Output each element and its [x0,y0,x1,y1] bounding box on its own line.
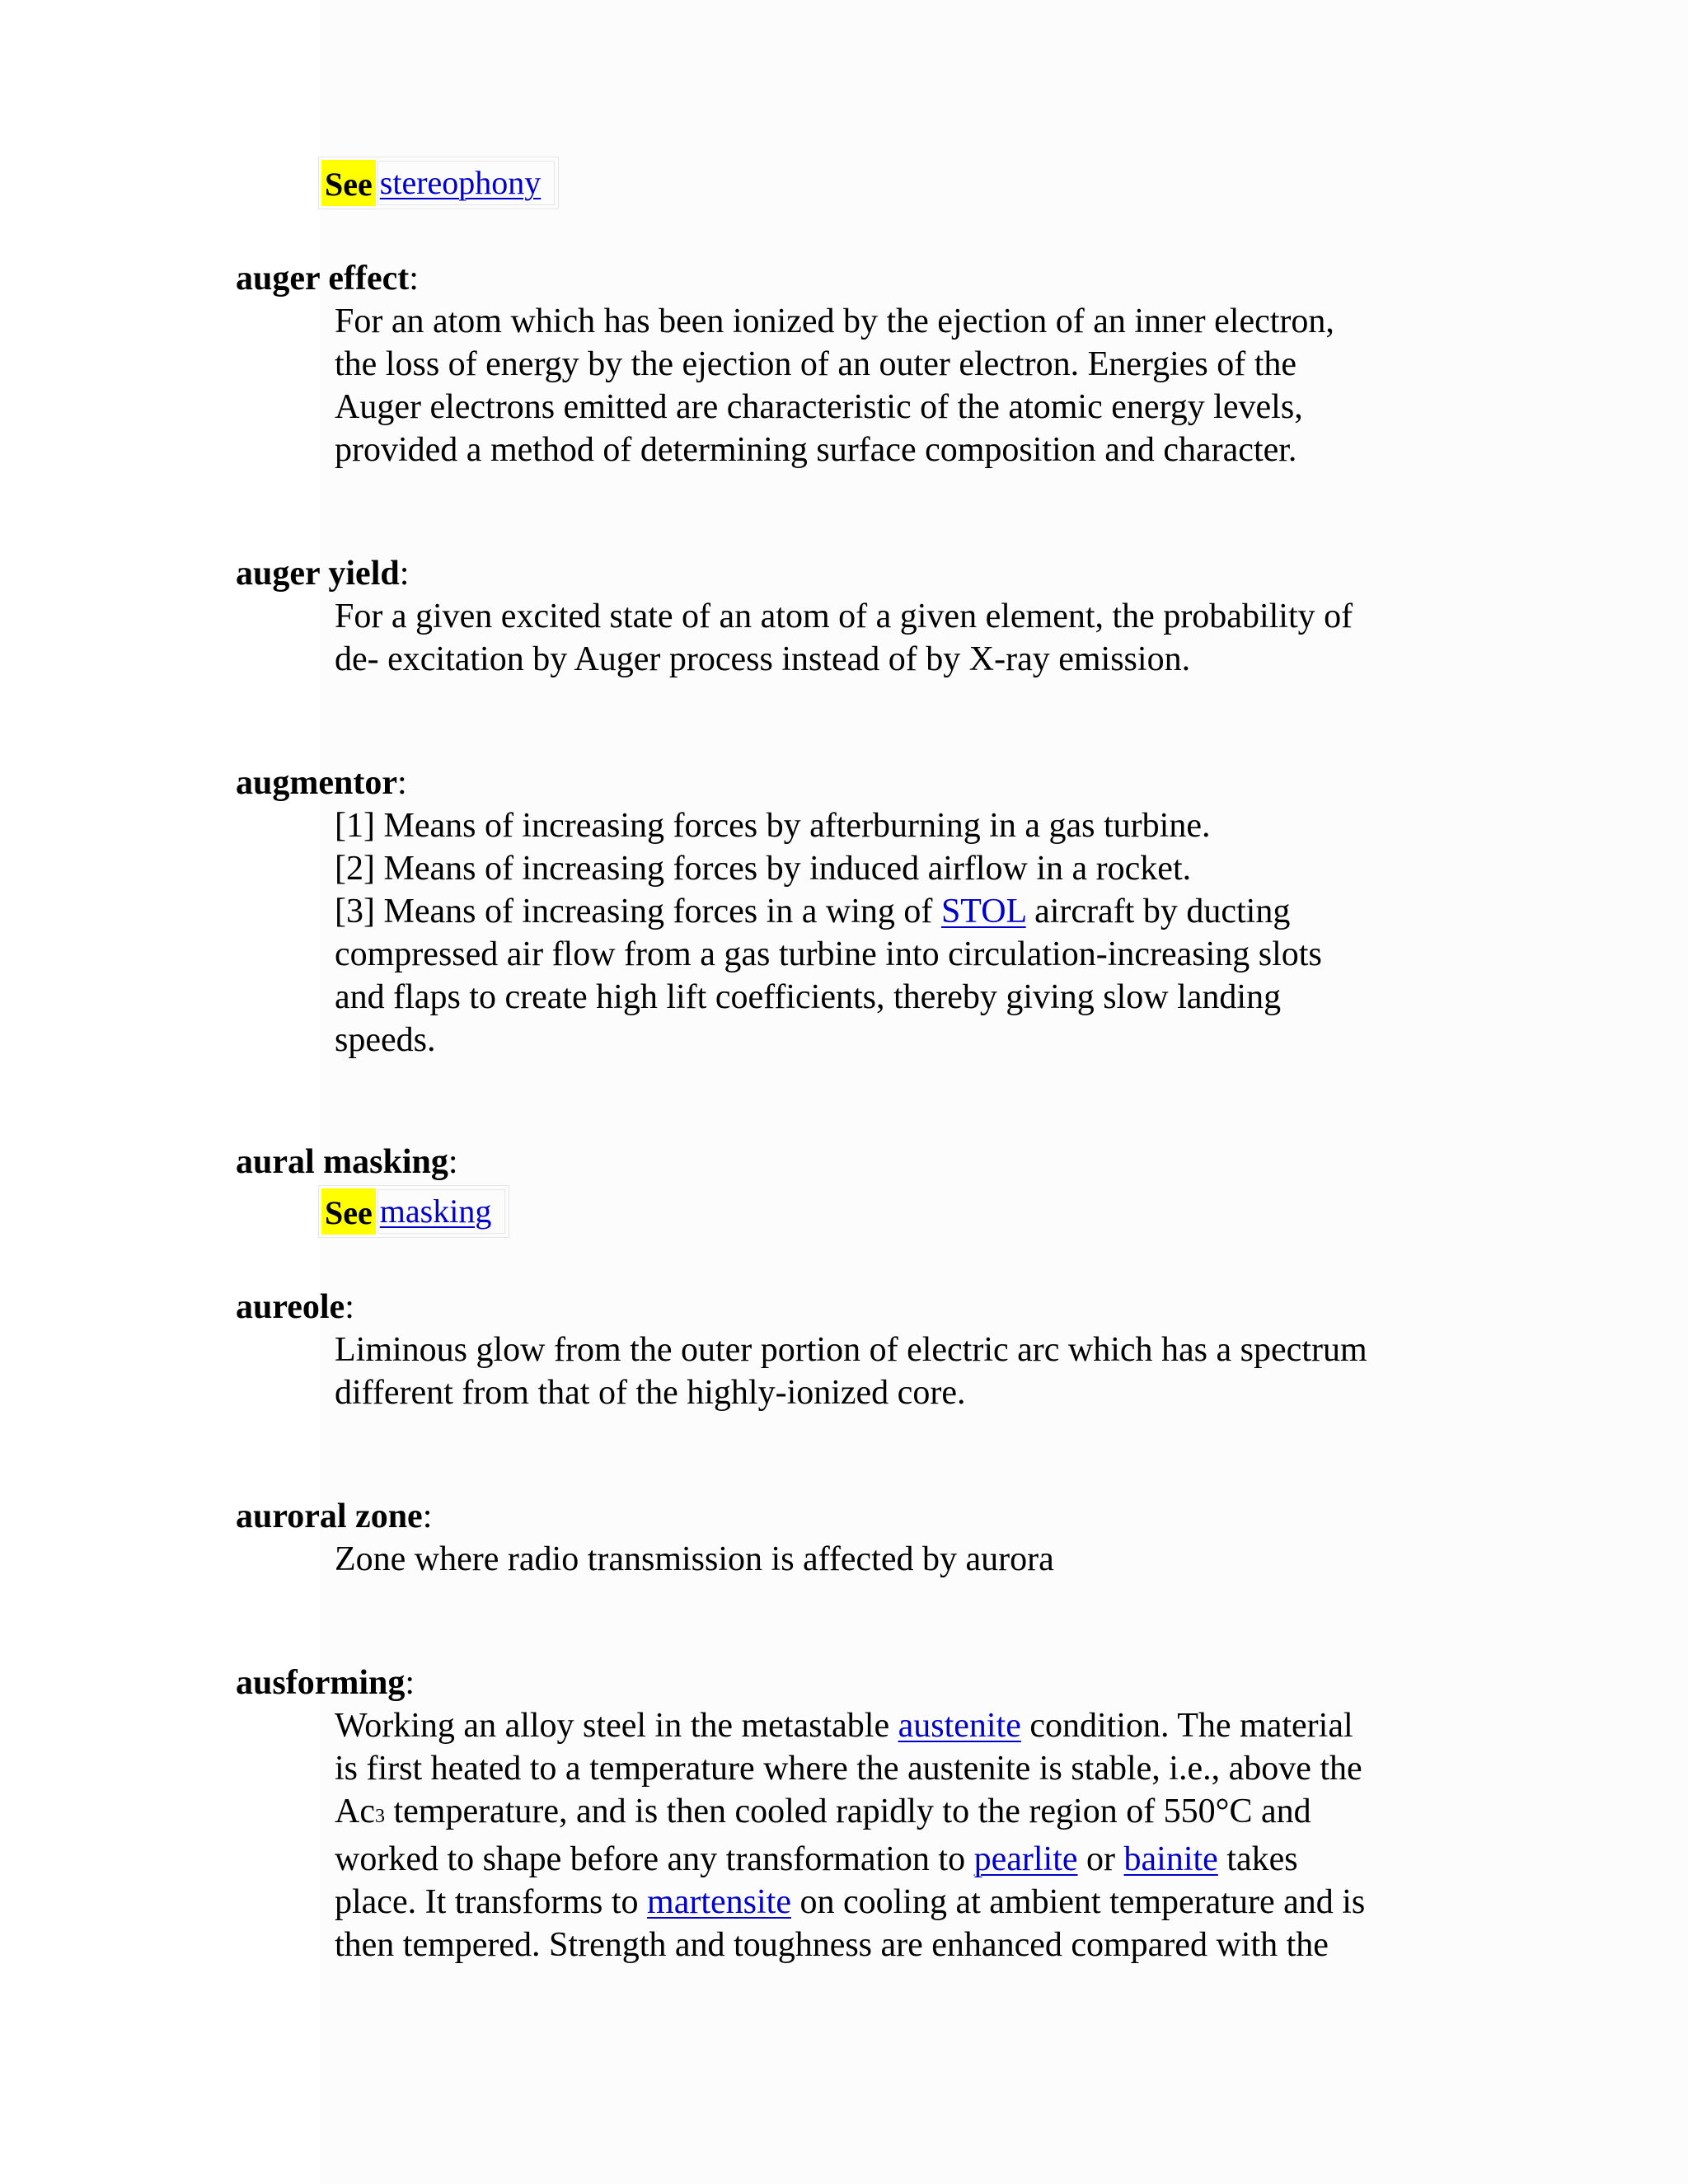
definition-augmentor [335,804,1489,1062]
definition-line: For an atom which has been ionized by the ejection of an inner electron, [335,302,1334,340]
term-augmentor [236,762,407,804]
link-stereophony[interactable]: stereophony [379,164,542,201]
subscript: 3 [374,1806,385,1827]
text: condition. The material [1020,1707,1353,1745]
see-label: See [321,160,376,206]
link-masking[interactable]: masking [379,1193,492,1230]
definition-auroral-zone [335,1538,1489,1581]
link-pearlite[interactable]: pearlite [973,1840,1078,1878]
text: aircraft by ducting [1025,893,1291,930]
link-austenite[interactable]: austenite [898,1707,1021,1745]
see-reference-masking [318,1185,509,1238]
definition-line: provided a method of determining surface composition and character. [335,431,1297,469]
text: Working an alloy steel in the metastable [335,1707,898,1745]
text: Ac [335,1793,375,1830]
see-reference-stereophony [318,157,559,209]
definition-auger-yield [335,595,1489,681]
link-martensite[interactable]: martensite [647,1883,791,1921]
definition-line: the loss of energy by the ejection of an outer electron. Energies of the [335,345,1297,383]
definition-line: For a given excited state of an atom of a given element, the probability of [335,598,1353,635]
colon: : [409,260,419,298]
term-name: augmentor [236,764,397,802]
term-name: auger yield [236,555,400,593]
term-name: auger effect [236,260,410,298]
definition-line [335,1704,1489,1747]
definition-line: then tempered. Strength and toughness are enhanced compared with the [335,1926,1329,1964]
term-auger-effect [236,257,419,300]
text: takes [1217,1840,1298,1878]
text: or [1077,1840,1124,1878]
see-link-wrap [377,161,556,205]
definition-line [335,1881,1489,1924]
link-bainite[interactable]: bainite [1123,1840,1218,1878]
definition-line: compressed air flow from a gas turbine into circulation-increasing slots [335,935,1322,973]
definition-line: Zone where radio transmission is affected by aurora [335,1540,1054,1578]
term-name: ausforming [236,1664,406,1702]
link-stol[interactable]: STOL [940,893,1026,930]
see-link-wrap [377,1189,506,1234]
colon: : [396,764,407,802]
term-name: auroral zone [236,1497,423,1535]
colon: : [448,1143,458,1181]
see-label: See [321,1188,376,1235]
definition-line: speeds. [335,1021,436,1059]
definition-line [335,1838,1489,1881]
colon: : [405,1664,415,1702]
definition-auger-effect [335,300,1489,471]
term-aural-masking [236,1141,458,1183]
definition-line: is first heated to a temperature where the austenite is stable, i.e., above the [335,1750,1362,1788]
definition-line: and flaps to create high lift coefficients, thereby giving slow landing [335,978,1282,1016]
definition-line: Auger electrons emitted are characteristic of the atomic energy levels, [335,388,1303,426]
definition-line: [2] Means of increasing forces by induced airflow in a rocket. [335,850,1192,888]
term-ausforming [236,1661,415,1704]
definition-aureole [335,1329,1489,1414]
text: temperature, and is then cooled rapidly to the region of 550°C and [384,1793,1311,1830]
term-name: aural masking [236,1143,448,1181]
definition-line: de- excitation by Auger process instead of by X-ray emission. [335,640,1191,678]
definition-line [335,890,1489,933]
definition-ausforming [335,1704,1489,1966]
term-name: aureole [236,1288,345,1326]
colon: : [399,555,410,593]
text: [3] Means of increasing forces in a wing of [335,893,941,930]
term-aureole [236,1286,354,1329]
definition-line: Liminous glow from the outer portion of electric arc which has a spectrum [335,1331,1367,1369]
text: place. It transforms to [335,1883,648,1921]
definition-line: [1] Means of increasing forces by afterburning in a gas turbine. [335,807,1211,845]
colon: : [345,1288,354,1326]
term-auroral-zone [236,1495,432,1538]
text: worked to shape before any transformation to [335,1840,974,1878]
definition-line [335,1790,1489,1838]
text: on cooling at ambient temperature and is [790,1883,1366,1921]
definition-line: different from that of the highly-ionized core. [335,1374,966,1412]
term-auger-yield [236,552,409,595]
colon: : [422,1497,433,1535]
